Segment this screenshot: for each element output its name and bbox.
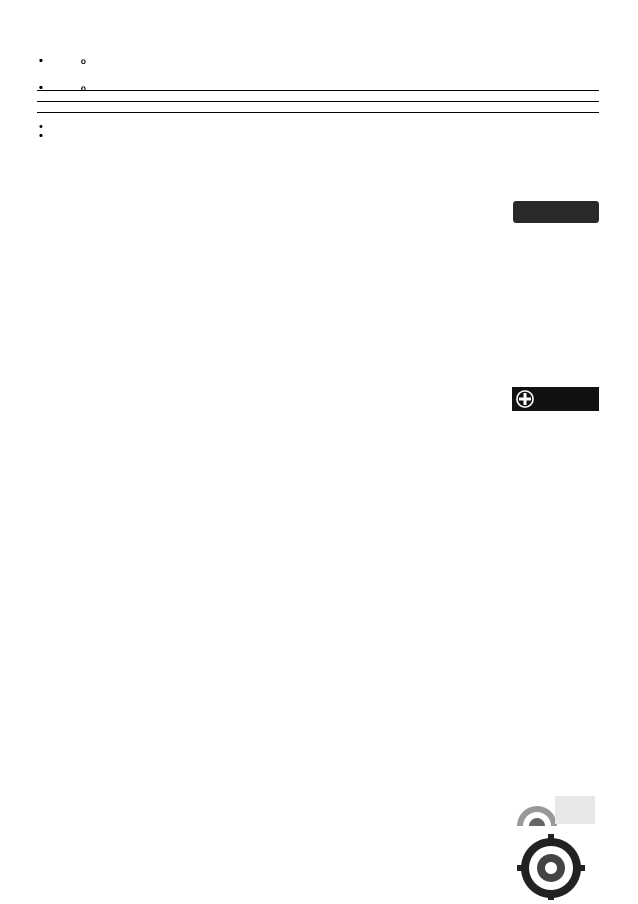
iim-logo xyxy=(511,790,599,900)
lloyds-emblem-icon xyxy=(516,390,534,408)
supermax-logo xyxy=(513,201,599,223)
college-emblem-icon xyxy=(511,790,599,900)
lloyds-logo xyxy=(512,387,599,411)
resume-page xyxy=(37,38,599,131)
